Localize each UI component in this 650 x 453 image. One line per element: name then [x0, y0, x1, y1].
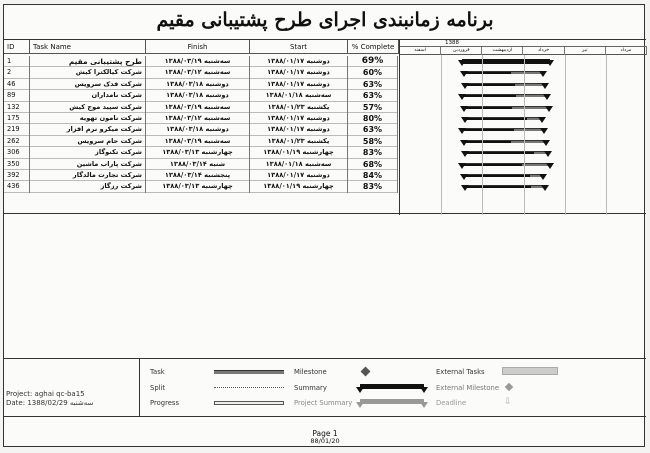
bar-end-cap: [546, 60, 554, 66]
start-date-cell: دوشنبه ۱۳۸۸/۰۱/۱۷: [250, 67, 348, 78]
task-name-cell: شرکت نامداران: [30, 90, 146, 101]
legend-progress-bar: [214, 401, 284, 405]
timeline-gridline: [524, 55, 525, 215]
legend-external-tasks-label: External Tasks: [436, 368, 485, 376]
percent-complete-cell: 63%: [348, 124, 398, 135]
start-date-cell: یکشنبه ۱۳۸۸/۰۱/۲۳: [250, 136, 348, 147]
legend-summary-bar: [360, 384, 424, 389]
bar-start-cap: [460, 71, 468, 77]
percent-complete-cell: 57%: [348, 102, 398, 113]
legend-milestone-label: Milestone: [294, 368, 327, 376]
task-grid: [4, 39, 646, 214]
legend-external-milestone-diamond: [505, 383, 513, 391]
task-progress-bar: [464, 175, 531, 177]
legend-split-line: [214, 387, 284, 388]
finish-date-cell: دوشنبه ۱۳۸۸/۰۳/۱۸: [146, 79, 250, 90]
col-header-finish[interactable]: Finish: [146, 40, 250, 54]
legend-project-summary-right-cap: [420, 402, 428, 408]
timeline-month: اسفند: [400, 47, 441, 55]
bar-end-cap: [545, 106, 553, 112]
gantt-chart: [399, 40, 646, 215]
task-id-cell: 350: [4, 159, 30, 170]
task-progress-bar: [462, 95, 516, 97]
footer-code: 88/01/20: [310, 437, 340, 445]
timeline-gridline: [606, 55, 607, 215]
timeline-gridline: [482, 55, 483, 215]
legend-external-milestone-label: External Milestone: [436, 384, 500, 392]
percent-complete-cell: 83%: [348, 147, 398, 158]
timeline-month: اردیبهشت: [482, 47, 523, 55]
percent-complete-cell: 63%: [348, 90, 398, 101]
start-date-cell: یکشنبه ۱۳۸۸/۰۱/۲۳: [250, 102, 348, 113]
timeline-month: مرداد: [606, 47, 647, 55]
task-id-cell: 132: [4, 102, 30, 113]
timeline-gridline: [441, 55, 442, 215]
bar-end-cap: [543, 94, 551, 100]
bar-end-cap: [541, 185, 549, 191]
bar-start-cap: [458, 94, 466, 100]
legend-milestone-diamond: [361, 367, 371, 377]
page-title: برنامه زمانبندی اجرای طرح پشتیبانی مقیم: [156, 9, 494, 31]
task-name-cell: شرکت تجارت مالدگار: [30, 170, 146, 181]
legend-summary-label: Summary: [294, 384, 327, 392]
finish-date-cell: دوشنبه ۱۳۸۸/۰۳/۱۸: [146, 124, 250, 135]
task-id-cell: 175: [4, 113, 30, 124]
finish-date-cell: سه‌شنبه ۱۳۸۸/۰۳/۱۹: [146, 136, 250, 147]
task-id-cell: 2: [4, 67, 30, 78]
percent-complete-cell: 69%: [348, 56, 398, 67]
start-date-cell: دوشنبه ۱۳۸۸/۰۱/۱۷: [250, 170, 348, 181]
timeline-months: [400, 47, 647, 55]
table-row[interactable]: [4, 79, 398, 90]
bar-start-cap: [460, 140, 468, 146]
start-date-cell: دوشنبه ۱۳۸۸/۰۱/۱۷: [250, 124, 348, 135]
task-name-cell: شرکت نامون تهویه: [30, 113, 146, 124]
start-date-cell: دوشنبه ۱۳۸۸/۰۱/۱۷: [250, 79, 348, 90]
percent-complete-cell: 63%: [348, 79, 398, 90]
percent-complete-cell: 58%: [348, 136, 398, 147]
table-row[interactable]: [4, 181, 398, 192]
task-progress-bar: [465, 118, 527, 120]
bar-start-cap: [461, 117, 469, 123]
start-date-cell: دوشنبه ۱۳۸۸/۰۱/۱۷: [250, 56, 348, 67]
bar-start-cap: [461, 83, 469, 89]
legend-project-summary-bar: [360, 399, 424, 404]
task-id-cell: 1: [4, 56, 30, 67]
bar-start-cap: [458, 163, 466, 169]
bar-end-cap: [539, 71, 547, 77]
task-id-cell: 262: [4, 136, 30, 147]
legend-task-label: Task: [150, 368, 165, 376]
col-header-start[interactable]: Start: [250, 40, 348, 54]
percent-complete-cell: 83%: [348, 181, 398, 192]
task-name-cell: شرکت رزگاز: [30, 181, 146, 192]
legend-project-summary-left-cap: [356, 402, 364, 408]
table-row[interactable]: [4, 56, 398, 67]
percent-complete-cell: 60%: [348, 67, 398, 78]
bar-end-cap: [542, 140, 550, 146]
finish-date-cell: سه‌شنبه ۱۳۸۸/۰۳/۱۹: [146, 56, 250, 67]
project-date: Date: 1388/02/29 سه‌شنبه: [6, 399, 94, 407]
summary-bar[interactable]: [462, 59, 550, 64]
bar-end-cap: [540, 128, 548, 134]
task-name-cell: طرح پشتیبانی مقیم: [30, 56, 146, 67]
task-progress-bar: [462, 164, 522, 166]
table-row[interactable]: [4, 90, 398, 101]
timeline-month: خرداد: [524, 47, 565, 55]
legend-deadline-label: Deadline: [436, 399, 467, 407]
deadline-arrow-icon: ⇩: [504, 397, 512, 407]
printed-page: [3, 4, 645, 447]
legend-project-summary-label: Project Summary: [294, 399, 353, 407]
legend-summary-left-cap: [356, 387, 364, 393]
bar-start-cap: [460, 106, 468, 112]
legend-external-tasks-bar: [502, 367, 558, 375]
task-progress-bar: [465, 186, 531, 188]
finish-date-cell: دوشنبه ۱۳۸۸/۰۳/۱۸: [146, 90, 250, 101]
timeline-month: تیر: [565, 47, 606, 55]
col-header-percent-complete[interactable]: % Complete: [348, 40, 399, 54]
table-row[interactable]: [4, 159, 398, 170]
table-row[interactable]: [4, 136, 398, 147]
task-name-cell: شرکت پاراب ماشین: [30, 159, 146, 170]
task-name-cell: شرکت حام سرویس: [30, 136, 146, 147]
percent-complete-cell: 80%: [348, 113, 398, 124]
legend-summary-right-cap: [420, 387, 428, 393]
bar-end-cap: [544, 151, 552, 157]
bar-start-cap: [458, 128, 466, 134]
timeline-month: فروردین: [441, 47, 482, 55]
table-row[interactable]: [4, 147, 398, 158]
bar-start-cap: [458, 60, 466, 66]
start-date-cell: سه‌شنبه ۱۳۸۸/۰۱/۱۸: [250, 90, 348, 101]
bar-end-cap: [538, 117, 546, 123]
bar-end-cap: [546, 163, 554, 169]
start-date-cell: چهارشنبه ۱۳۸۸/۰۱/۱۹: [250, 147, 348, 158]
percent-complete-cell: 68%: [348, 159, 398, 170]
col-header-task-name[interactable]: Task Name: [30, 40, 146, 54]
legend-task-bar: [214, 370, 284, 374]
task-name-cell: شرکت کیالکترا کیش: [30, 67, 146, 78]
bar-end-cap: [539, 174, 547, 180]
legend-split-label: Split: [150, 384, 166, 392]
legend-project-info: [4, 359, 140, 417]
task-progress-bar: [462, 129, 514, 131]
timeline-year: 1388: [400, 40, 647, 47]
finish-date-cell: سه‌شنبه ۱۳۸۸/۰۳/۱۲: [146, 113, 250, 124]
table-row[interactable]: [4, 67, 398, 78]
timeline-gridline: [565, 55, 566, 215]
table-row[interactable]: [4, 124, 398, 135]
task-progress-bar: [464, 107, 513, 109]
task-id-cell: 436: [4, 181, 30, 192]
finish-date-cell: سه‌شنبه ۱۳۸۸/۰۳/۱۲: [146, 67, 250, 78]
task-id-cell: 306: [4, 147, 30, 158]
col-header-id[interactable]: ID: [4, 40, 30, 54]
finish-date-cell: شنبه ۱۳۸۸/۰۳/۱۴: [146, 159, 250, 170]
project-name: Project: aghai qc-ba15: [6, 390, 85, 398]
footer-page-number: Page 1: [312, 429, 338, 438]
start-date-cell: دوشنبه ۱۳۸۸/۰۱/۱۷: [250, 113, 348, 124]
bar-start-cap: [461, 185, 469, 191]
table-row[interactable]: [4, 170, 398, 181]
task-progress-bar: [465, 84, 515, 86]
task-progress-bar: [464, 72, 512, 74]
finish-date-cell: پنجشنبه ۱۳۸۸/۰۳/۱۴: [146, 170, 250, 181]
start-date-cell: سه‌شنبه ۱۳۸۸/۰۱/۱۸: [250, 159, 348, 170]
task-id-cell: 46: [4, 79, 30, 90]
task-progress-bar: [464, 141, 512, 143]
finish-date-cell: سه‌شنبه ۱۳۸۸/۰۳/۱۹: [146, 102, 250, 113]
task-name-cell: شرکت سپید موج کیش: [30, 102, 146, 113]
task-name-cell: شرکت فدک سرویس: [30, 79, 146, 90]
bar-start-cap: [460, 174, 468, 180]
bar-end-cap: [541, 83, 549, 89]
percent-complete-cell: 84%: [348, 170, 398, 181]
task-name-cell: شرکت تکنوگاز: [30, 147, 146, 158]
bar-start-cap: [461, 151, 469, 157]
legend-progress-label: Progress: [150, 399, 180, 407]
finish-date-cell: چهارشنبه ۱۳۸۸/۰۳/۱۳: [146, 147, 250, 158]
task-id-cell: 392: [4, 170, 30, 181]
legend: [4, 358, 646, 417]
table-row[interactable]: [4, 113, 398, 124]
table-row[interactable]: [4, 102, 398, 113]
task-id-cell: 89: [4, 90, 30, 101]
start-date-cell: چهارشنبه ۱۳۸۸/۰۱/۱۹: [250, 181, 348, 192]
task-id-cell: 219: [4, 124, 30, 135]
task-name-cell: شرکت میکرو نرم افزار: [30, 124, 146, 135]
finish-date-cell: چهارشنبه ۱۳۸۸/۰۳/۱۳: [146, 181, 250, 192]
